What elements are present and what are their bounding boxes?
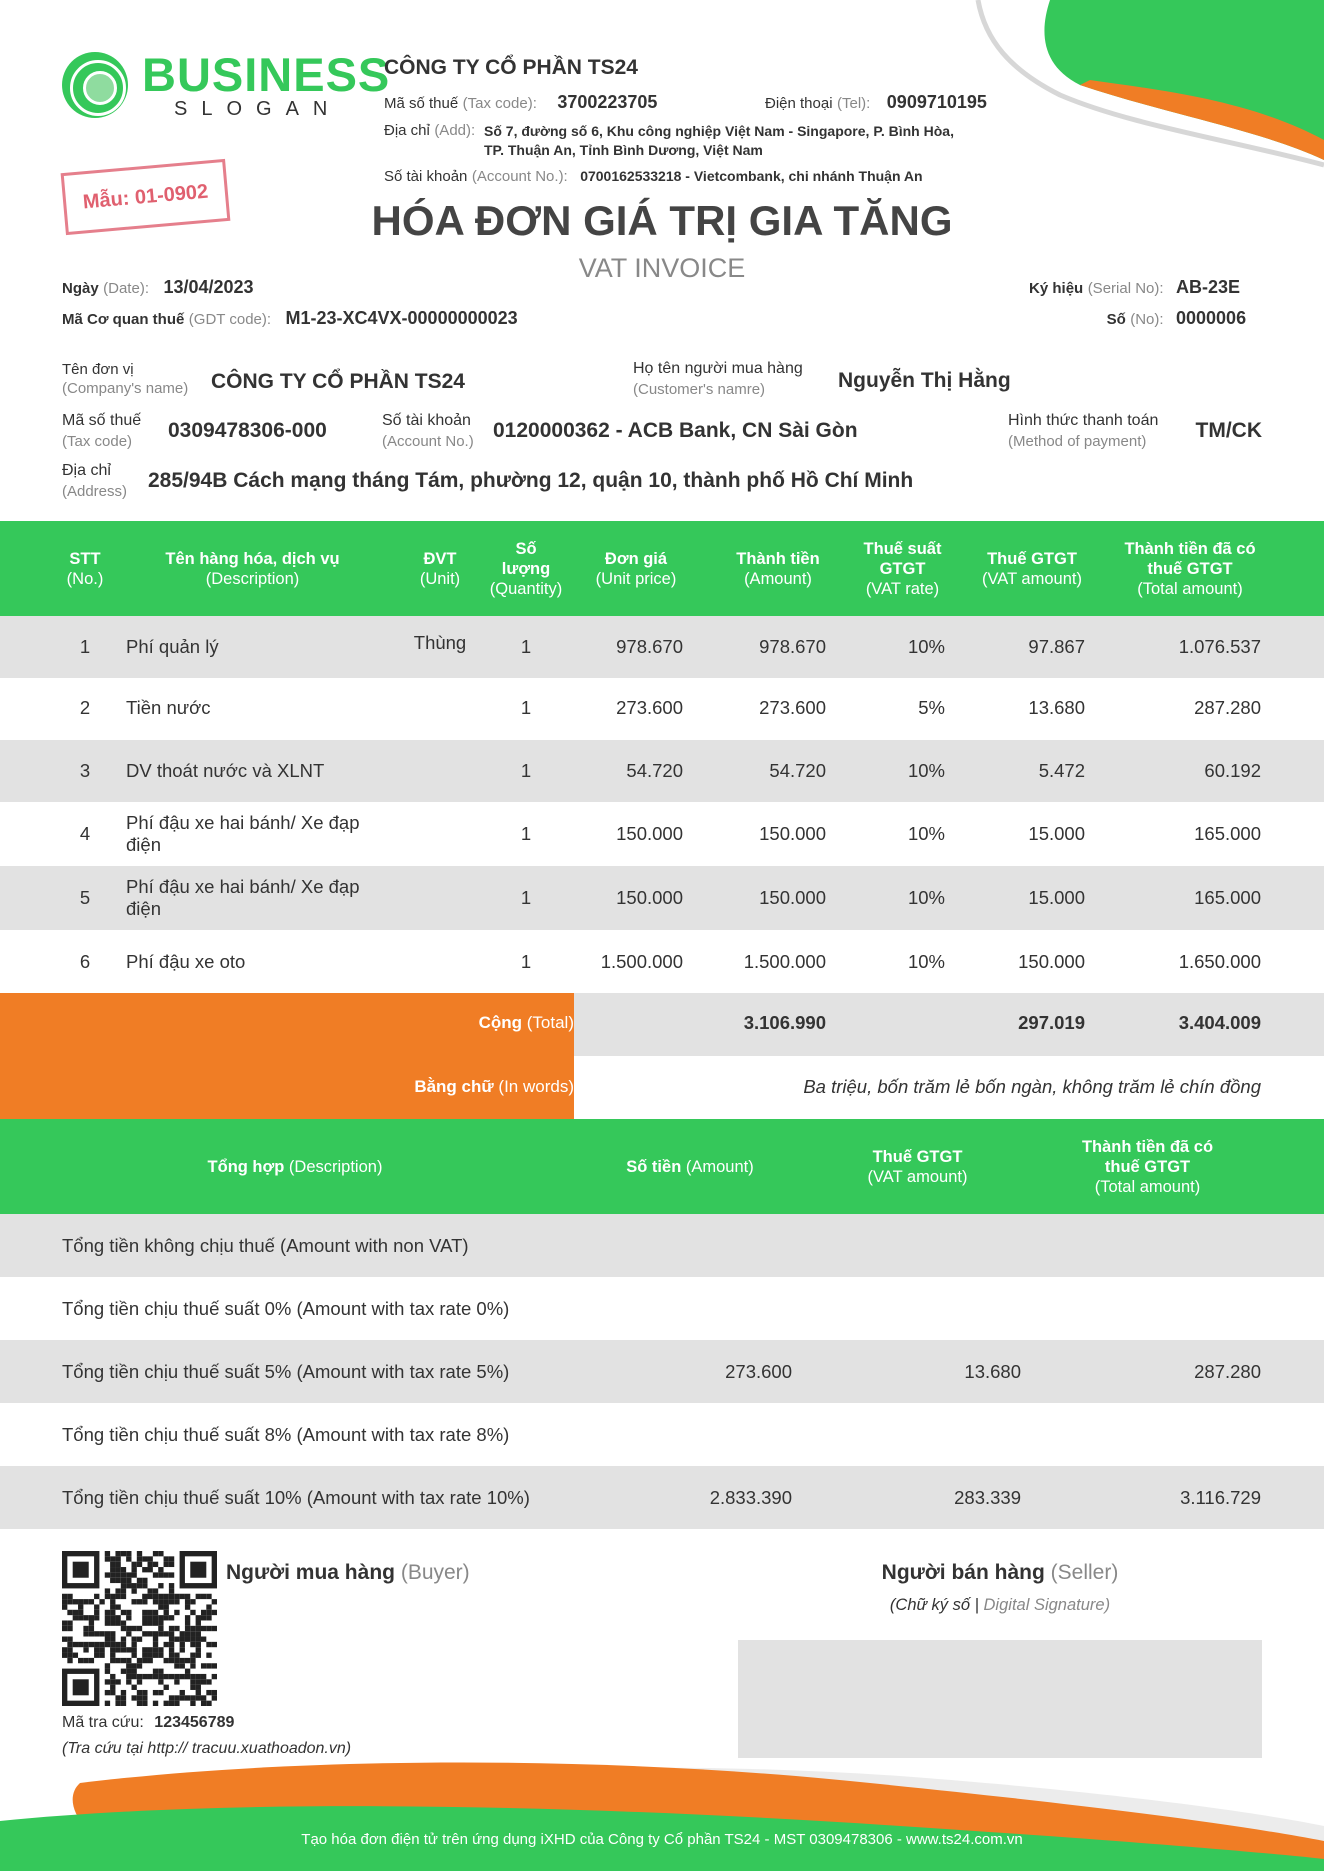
col-vat: Thuế GTGT (VAT amount) [982, 549, 1082, 588]
summary-vat: 13.680 [964, 1360, 1021, 1382]
digital-signature-note: (Chữ ký số | Digital Signature) [889, 1596, 1111, 1614]
payment-label-vi: Hình thức thanh toán [1008, 412, 1159, 429]
seller-tel-line [765, 92, 987, 113]
totals-label-block [0, 993, 574, 1119]
item-vat: 15.000 [1028, 823, 1085, 844]
item-price: 1.500.000 [600, 950, 683, 972]
item-rate: 10% [907, 887, 945, 908]
item-desc: Phí quản lý [126, 636, 219, 657]
total-grand: 3.404.009 [1178, 1012, 1261, 1033]
sum-col-total: Thành tiền đã có thuế GTGT (Total amount) [1081, 1137, 1214, 1196]
buyer-address-label-vi: Địa chỉ [62, 462, 111, 479]
number-line [1107, 308, 1262, 329]
seller-account-line [384, 168, 923, 186]
serial-number: AB-23E [1176, 277, 1241, 297]
item-no: 5 [79, 887, 91, 908]
item-vat: 15.000 [1028, 887, 1085, 908]
item-no: 1 [79, 636, 91, 657]
item-price: 978.670 [616, 636, 683, 657]
serial-line [1029, 277, 1262, 298]
lookup-line [62, 1714, 234, 1732]
buyer-account-label [382, 410, 474, 452]
item-desc: Phí đậu xe hai bánh/ Xe đạp điện [126, 876, 360, 919]
item-price: 273.600 [616, 697, 683, 718]
buyer-sign-label-en: (Buyer) [400, 1561, 470, 1584]
customer-label [633, 358, 803, 400]
col-rate: Thuế suất GTGT (VAT rate) [863, 539, 942, 598]
summary-desc: Tổng tiền chịu thuế suất 0% (Amount with tax rate 0%) [62, 1297, 510, 1319]
summary-desc: Tổng tiền chịu thuế suất 10% (Amount with tax rate 10%) [62, 1486, 530, 1508]
buyer-tax-label-en: (Tax code) [62, 433, 133, 450]
buyer-account-label-vi: Số tài khoản [382, 412, 471, 429]
col-no: STT (No.) [66, 549, 104, 588]
item-total: 60.192 [1204, 760, 1261, 781]
item-amount: 150.000 [759, 823, 826, 844]
item-qty: 1 [520, 697, 532, 718]
sum-col-vat: Thuế GTGT (VAT amount) [867, 1147, 968, 1186]
seller-address-line [384, 122, 475, 140]
payment-label [1008, 410, 1158, 452]
customer-name: Nguyễn Thị Hằng [838, 369, 1011, 392]
item-qty: 1 [520, 636, 532, 657]
buyer-tax-code: 0309478306-000 [168, 419, 327, 442]
serial-label-en: (Serial No): [1087, 280, 1164, 297]
customer-label-vi: Họ tên người mua hàng [633, 360, 803, 377]
customer-label-en: (Customer's namre) [633, 381, 766, 398]
invoice-number: 0000006 [1176, 308, 1247, 328]
seller-company-name: CÔNG TY CỔ PHẦN TS24 [384, 56, 638, 79]
item-no: 6 [79, 950, 91, 972]
item-price: 150.000 [616, 887, 683, 908]
seller-tel: 0909710195 [886, 92, 987, 112]
item-rate: 10% [907, 636, 945, 657]
col-price: Đơn giá (Unit price) [595, 549, 677, 588]
date-label-en: (Date): [103, 280, 149, 297]
item-rate: 10% [907, 823, 945, 844]
lookup-code: 123456789 [154, 1714, 235, 1731]
summary-table-header [0, 1119, 1324, 1214]
table-row [0, 802, 1324, 866]
buyer-company: CÔNG TY CỔ PHẦN TS24 [211, 370, 465, 393]
lookup-url: (Tra cứu tại http:// tracuu.xuathoadon.vn) [62, 1740, 352, 1757]
table-row [0, 866, 1324, 930]
seller-sign-label-en: (Seller) [1050, 1561, 1119, 1584]
total-amount: 3.106.990 [743, 1012, 826, 1033]
item-price: 150.000 [616, 823, 683, 844]
summary-amount: 2.833.390 [709, 1486, 792, 1508]
item-amount: 1.500.000 [743, 950, 826, 972]
table-row [0, 930, 1324, 993]
item-vat: 13.680 [1028, 697, 1085, 718]
item-qty: 1 [520, 950, 532, 972]
item-no: 4 [79, 823, 91, 844]
item-vat: 5.472 [1038, 760, 1085, 781]
payment-method: TM/CK [1195, 419, 1262, 442]
buyer-signature-title [226, 1561, 470, 1585]
item-rate: 5% [918, 697, 945, 718]
item-total: 165.000 [1194, 887, 1261, 908]
item-total: 287.280 [1194, 697, 1261, 718]
item-no: 2 [79, 697, 91, 718]
number-label: Số [1106, 311, 1126, 328]
col-unit: ĐVT (Unit) [419, 549, 461, 588]
col-amount: Thành tiền (Amount) [736, 549, 820, 588]
seller-address-label-en: (Add): [434, 122, 476, 139]
seller-signature-title [738, 1561, 1262, 1585]
words-label: Bằng chữ (In words) [414, 1077, 574, 1096]
date-line [62, 277, 254, 298]
seller-tax-label: Mã số thuế [384, 95, 459, 112]
invoice-subtitle: VAT INVOICE [578, 253, 746, 283]
table-row [0, 740, 1324, 802]
item-total: 165.000 [1194, 823, 1261, 844]
total-vat: 297.019 [1018, 1012, 1085, 1033]
seller-address-line1: Số 7, đường số 6, Khu công nghiệp Việt Nam - Singapore, P. Bình Hòa, [484, 123, 954, 139]
item-rate: 10% [907, 760, 945, 781]
buyer-company-label-vi: Tên đơn vị [62, 361, 134, 378]
gdt-code: M1-23-XC4VX-00000000023 [285, 308, 518, 328]
lookup-label: Mã tra cứu: [62, 1714, 144, 1731]
item-rate: 10% [907, 950, 945, 972]
sum-col-desc: Tổng hợp (Description) [207, 1157, 383, 1176]
item-total: 1.076.537 [1178, 636, 1261, 657]
col-desc: Tên hàng hóa, dịch vụ (Description) [165, 549, 340, 588]
invoice-date: 13/04/2023 [163, 277, 254, 297]
buyer-address-label-en: (Address) [62, 483, 128, 500]
item-unit: Thùng [413, 632, 467, 654]
gdt-label: Mã Cơ quan thuế [62, 311, 185, 328]
buyer-tax-label-vi: Mã số thuế [62, 412, 142, 429]
serial-label: Ký hiệu [1029, 280, 1084, 297]
item-amount: 273.600 [759, 697, 826, 718]
seller-account-label: Số tài khoản [384, 168, 468, 185]
buyer-account: 0120000362 - ACB Bank, CN Sài Gòn [493, 419, 858, 442]
col-total: Thành tiền đã có thuế GTGT (Total amount) [1124, 539, 1256, 598]
item-no: 3 [79, 760, 91, 781]
summary-total: 3.116.729 [1180, 1486, 1261, 1508]
number-label-en: (No): [1130, 311, 1164, 328]
table-row [0, 616, 1324, 678]
gdt-label-en: (GDT code): [188, 311, 272, 328]
seller-address-label: Địa chỉ [384, 122, 430, 139]
summary-desc: Tổng tiền chịu thuế suất 8% (Amount with tax rate 8%) [62, 1423, 510, 1445]
item-total: 1.650.000 [1178, 950, 1261, 972]
summary-total: 287.280 [1194, 1360, 1261, 1382]
seller-sign-label: Người bán hàng [881, 1561, 1045, 1584]
item-amount: 978.670 [759, 636, 826, 657]
buyer-account-label-en: (Account No.) [382, 433, 474, 450]
invoice-title: HÓA ĐƠN GIÁ TRỊ GIA TĂNG [371, 197, 953, 244]
seller-tel-label-en: (Tel): [837, 95, 871, 112]
total-in-words: Ba triệu, bốn trăm lẻ bốn ngàn, không trăm lẻ chín đồng [803, 1076, 1261, 1097]
seller-account-label-en: (Account No.): [471, 168, 568, 185]
summary-row [0, 1340, 1324, 1403]
buyer-address-label [62, 460, 127, 502]
item-amount: 150.000 [759, 887, 826, 908]
summary-row [0, 1277, 1324, 1340]
item-qty: 1 [520, 760, 532, 781]
item-qty: 1 [520, 887, 532, 908]
payment-label-en: (Method of payment) [1008, 433, 1147, 450]
items-table-header [0, 521, 1324, 616]
item-desc: Tiền nước [126, 697, 211, 718]
date-label: Ngày [62, 280, 99, 297]
company-logo [62, 48, 391, 122]
bottom-decoration [0, 1731, 1324, 1871]
summary-row [0, 1403, 1324, 1466]
seller-address-line2: TP. Thuận An, Tỉnh Bình Dương, Việt Nam [484, 142, 763, 158]
qr-code-icon [62, 1551, 217, 1706]
footer-note: Tạo hóa đơn điện tử trên ứng dụng iXHD của Công ty Cổ phần TS24 - MST 0309478306 - www.ts24.com.vn [301, 1831, 1023, 1848]
seller-tel-label: Điện thoại [765, 95, 833, 112]
total-label: Cộng (Total) [478, 1013, 574, 1032]
summary-vat: 283.339 [954, 1486, 1021, 1508]
summary-amount: 273.600 [725, 1360, 792, 1382]
buyer-address: 285/94B Cách mạng tháng Tám, phường 12, quận 10, thành phố Hồ Chí Minh [148, 469, 914, 492]
item-qty: 1 [520, 823, 532, 844]
logo-name: BUSINESS [142, 48, 391, 101]
sum-col-amount: Số tiền (Amount) [626, 1157, 754, 1176]
form-stamp: Mẫu: 01-0902 [61, 159, 231, 235]
logo-circle-icon [62, 52, 128, 118]
buyer-company-label [62, 360, 188, 398]
seller-address [484, 122, 954, 160]
seller-tax-line [384, 92, 657, 113]
logo-slogan: SLOGAN [174, 98, 342, 120]
col-qty: Số lượng (Quantity) [489, 539, 563, 598]
item-amount: 54.720 [769, 760, 826, 781]
item-vat: 150.000 [1018, 950, 1085, 972]
item-desc: Phí đậu xe hai bánh/ Xe đạp điện [126, 812, 360, 855]
seller-tax-label-en: (Tax code): [462, 95, 537, 112]
item-desc: DV thoát nước và XLNT [126, 760, 325, 781]
gdt-line [62, 308, 518, 329]
item-vat: 97.867 [1028, 636, 1085, 657]
buyer-tax-label [62, 410, 141, 452]
item-desc: Phí đậu xe oto [126, 950, 246, 972]
seller-tax-code: 3700223705 [557, 92, 658, 112]
table-row [0, 676, 1324, 740]
summary-desc: Tổng tiền chịu thuế suất 5% (Amount with tax rate 5%) [62, 1360, 510, 1382]
summary-row [0, 1466, 1324, 1529]
summary-row [0, 1214, 1324, 1277]
buyer-sign-label: Người mua hàng [226, 1561, 395, 1584]
summary-desc: Tổng tiền không chịu thuế (Amount with non VAT) [62, 1234, 469, 1256]
item-price: 54.720 [626, 760, 683, 781]
seller-account: 0700162533218 - Vietcombank, chi nhánh Thuận An [580, 168, 923, 184]
buyer-company-label-en: (Company's name) [62, 380, 189, 397]
